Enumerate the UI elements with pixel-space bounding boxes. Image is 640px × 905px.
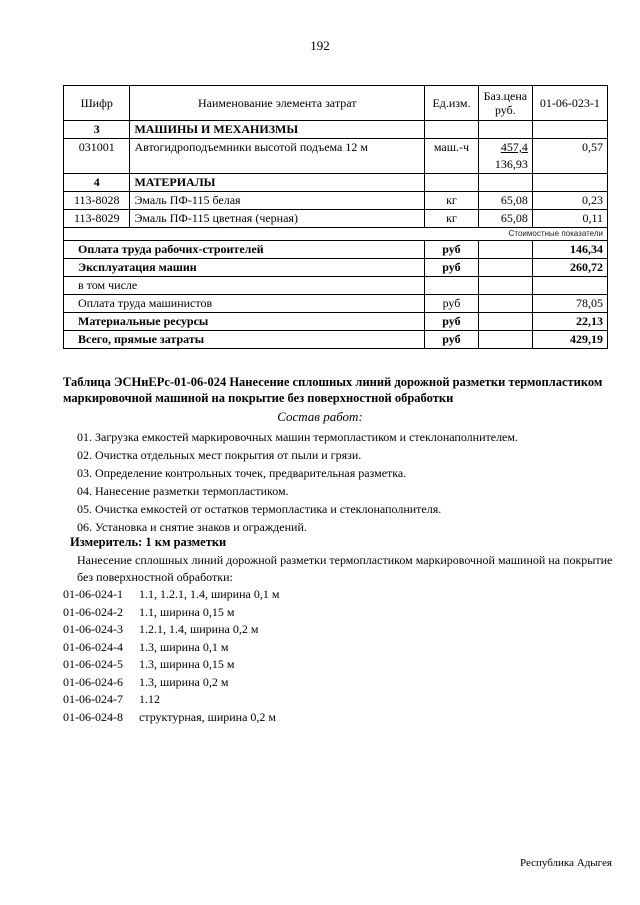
list-item: 02. Очистка отдельных мест покрытия от пыли и грязи. <box>77 448 362 462</box>
item-code: 01-06-024-3 <box>63 622 123 636</box>
total-value: 22,13 <box>532 313 607 331</box>
total-name: Оплата труда машинистов <box>64 295 425 313</box>
item-code: 01-06-024-6 <box>63 674 123 689</box>
total-row <box>64 259 608 277</box>
list-item: 01. Загрузка емкостей маркировочных машин термопластиком и стеклонаполнителем. <box>77 430 518 444</box>
section-title: МАТЕРИАЛЫ <box>130 174 425 192</box>
cost-table <box>63 85 608 349</box>
total-value: 78,05 <box>532 295 607 313</box>
total-value: 146,34 <box>532 241 607 259</box>
footer-region: Республика Адыгея <box>519 857 612 869</box>
row-price: 65,08 <box>478 192 532 210</box>
header-name: Наименование элемента затрат <box>130 86 425 121</box>
list-item <box>63 691 608 709</box>
row-unit: кг <box>425 192 479 210</box>
list-item <box>63 656 608 674</box>
row-value: 0,11 <box>532 210 607 228</box>
total-unit: руб <box>425 259 479 277</box>
section-row <box>64 174 608 192</box>
item-code: 01-06-024-1 <box>63 587 123 601</box>
list-item <box>63 709 608 727</box>
total-value: 429,19 <box>532 331 607 349</box>
list-item: 04. Нанесение разметки термопластиком. <box>77 484 289 498</box>
table-row <box>64 192 608 210</box>
item-text: структурная, ширина 0,2 м <box>139 709 277 724</box>
page-number: 192 <box>310 38 330 53</box>
table-row <box>64 210 608 228</box>
total-name: Эксплуатация машин <box>64 259 425 277</box>
item-code: 01-06-024-2 <box>63 604 123 619</box>
table-row <box>64 139 608 174</box>
works-list <box>77 428 622 536</box>
total-name: Оплата труда рабочих-строителей <box>64 241 425 259</box>
total-row <box>64 331 608 349</box>
description: Нанесение сплошных линий дорожной разметки термопластиком маркировочной машиной на покрытие без поверхностной обработки: <box>77 553 613 584</box>
measure-unit: Измеритель: 1 км разметки <box>70 535 227 549</box>
list-item <box>63 604 608 622</box>
list-item: 06. Установка и снятие знаков и ограждений. <box>77 520 307 534</box>
total-name: Материальные ресурсы <box>64 313 425 331</box>
row-value: 0,57 <box>532 139 607 174</box>
row-name: Автогидроподъемники высотой подъема 12 м <box>130 139 425 174</box>
header-unit: Ед.изм. <box>425 86 479 121</box>
item-code: 01-06-024-5 <box>63 657 123 671</box>
header-price: Баз.цена руб. <box>478 86 532 121</box>
item-text: 1.3, ширина 0,1 м <box>139 639 229 654</box>
price-main: 457,4 <box>500 140 528 154</box>
section-title: МАШИНЫ И МЕХАНИЗМЫ <box>130 121 425 139</box>
item-code: 01-06-024-8 <box>63 709 123 724</box>
header-norm: 01-06-023-1 <box>532 86 607 121</box>
item-text: 1.12 <box>139 692 160 706</box>
item-text: 1.1, ширина 0,15 м <box>139 604 235 619</box>
row-code: 031001 <box>64 139 130 174</box>
section-title: Таблица ЭСНиЕРс-01-06-024 Нанесение сплошных линий дорожной разметки термопластиком маркировочной машиной на покрытие без поверхностной обработки <box>63 375 603 405</box>
table-header-row <box>64 86 608 121</box>
composition-heading: Состав работ: <box>277 409 363 424</box>
section-row <box>64 121 608 139</box>
item-text: 1.1, 1.2.1, 1.4, ширина 0,1 м <box>139 587 280 601</box>
row-unit: маш.-ч <box>425 139 479 174</box>
item-text: 1.3, ширина 0,15 м <box>139 657 235 671</box>
total-row <box>64 277 608 295</box>
total-unit: руб <box>425 313 479 331</box>
row-name: Эмаль ПФ-115 цветная (черная) <box>130 210 425 228</box>
item-code: 01-06-024-7 <box>63 692 123 706</box>
list-item <box>63 586 608 604</box>
row-code: 113-8028 <box>64 192 130 210</box>
list-item: 05. Очистка емкостей от остатков термопластика и стеклонаполнителя. <box>77 502 442 516</box>
row-value: 0,23 <box>532 192 607 210</box>
total-unit: руб <box>425 331 479 349</box>
list-item <box>63 621 608 639</box>
total-value: 260,72 <box>532 259 607 277</box>
total-row <box>64 313 608 331</box>
price-secondary: 136,93 <box>494 157 528 171</box>
total-unit: руб <box>425 241 479 259</box>
total-name: в том числе <box>64 277 425 295</box>
codes-list <box>63 586 608 726</box>
section-number: 3 <box>64 121 130 139</box>
item-text: 1.2.1, 1.4, ширина 0,2 м <box>139 622 259 636</box>
row-name: Эмаль ПФ-115 белая <box>130 192 425 210</box>
total-unit: руб <box>425 295 479 313</box>
stats-label: Стоимостные показатели <box>64 228 608 241</box>
row-code: 113-8029 <box>64 210 130 228</box>
row-price: 65,08 <box>478 210 532 228</box>
list-item <box>63 639 608 657</box>
total-row <box>64 241 608 259</box>
item-text: 1.3, ширина 0,2 м <box>139 674 229 689</box>
list-item <box>63 674 608 692</box>
item-code: 01-06-024-4 <box>63 639 123 654</box>
total-name: Всего, прямые затраты <box>64 331 425 349</box>
header-code: Шифр <box>64 86 130 121</box>
section-number: 4 <box>64 174 130 192</box>
row-unit: кг <box>425 210 479 228</box>
list-item: 03. Определение контрольных точек, предварительная разметка. <box>77 466 407 480</box>
total-row <box>64 295 608 313</box>
row-price <box>478 139 532 174</box>
stats-label-row <box>64 228 608 241</box>
